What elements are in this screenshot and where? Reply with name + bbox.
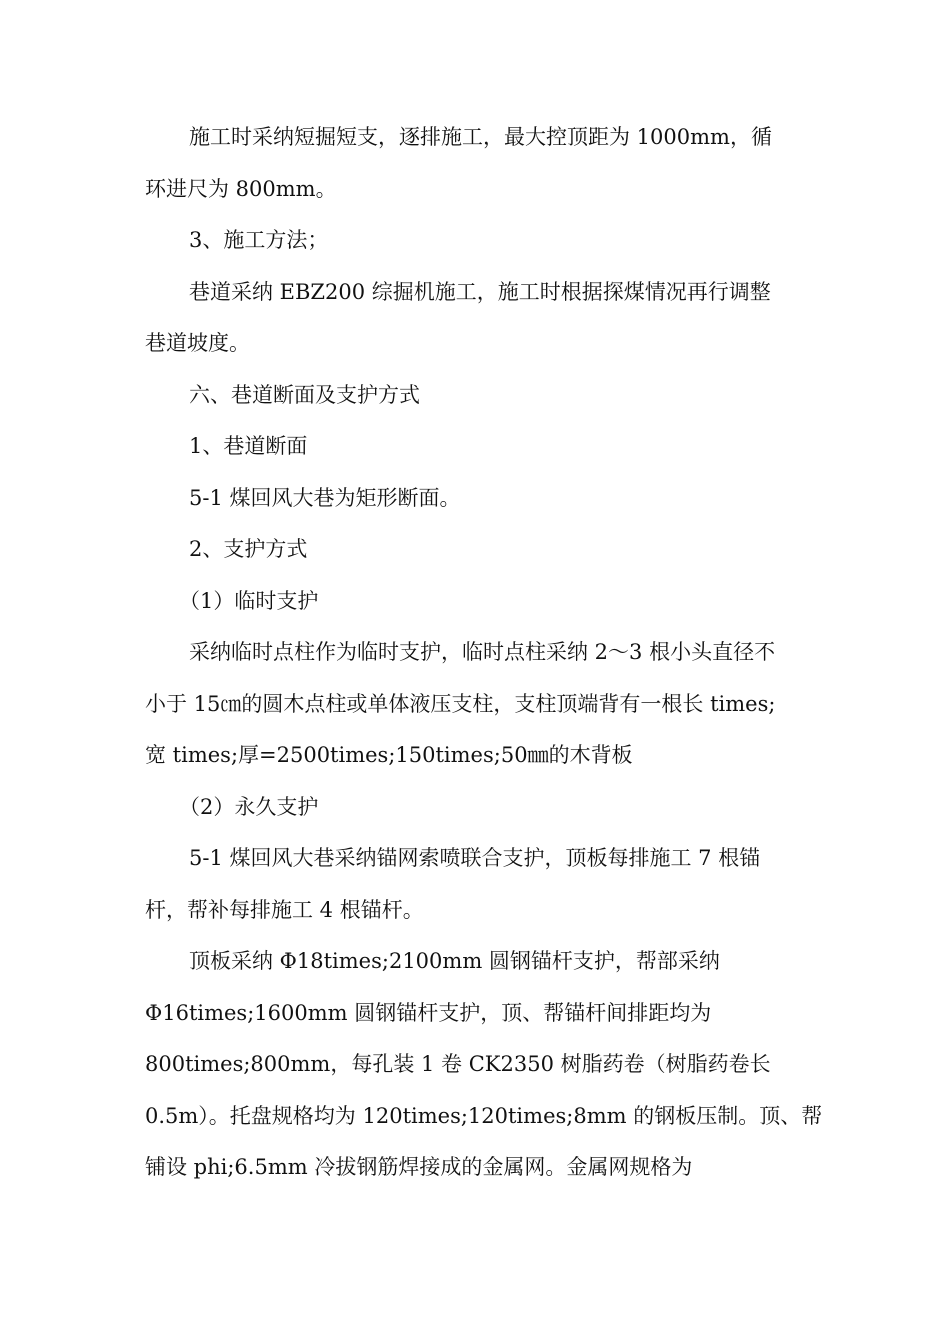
text-line: 巷道坡度。 [145, 331, 250, 355]
text-line: 宽 times;厚=2500times;150times;50㎜的木背板 [145, 743, 633, 767]
text-line: （2）永久支护 [179, 794, 319, 819]
text-line: 巷道采纳 EBZ200 综掘机施工，施工时根据探煤情况再行调整 [189, 279, 771, 304]
text-line: 1、巷道断面 [189, 434, 308, 458]
text-line: 5-1 煤回风大巷为矩形断面。 [189, 485, 461, 510]
text-line: Φ16times;1600mm 圆钢锚杆支护，顶、帮锚杆间排距均为 [145, 1000, 712, 1025]
document-body [145, 112, 823, 1194]
text-line: 0.5m）。托盘规格均为 120times;120times;8mm 的钢板压制。顶、帮 [145, 1103, 823, 1128]
text-line: （1）临时支护 [179, 588, 319, 613]
text-line: 六、巷道断面及支护方式 [189, 382, 420, 407]
text-line: 3、施工方法； [189, 228, 329, 252]
text-line: 小于 15㎝的圆木点柱或单体液压支柱，支柱顶端背有一根长 times; [145, 691, 776, 716]
text-line: 800times;800mm，每孔装 1 卷 CK2350 树脂药卷（树脂药卷长 [145, 1052, 771, 1076]
text-line: 5-1 煤回风大巷采纳锚网索喷联合支护，顶板每排施工 7 根锚 [189, 846, 761, 870]
text-line: 铺设 phi;6.5mm 冷拔钢筋焊接成的金属网。金属网规格为 [145, 1155, 693, 1179]
text-line: 采纳临时点柱作为临时支护，临时点柱采纳 2～3 根小头直径不 [189, 640, 776, 664]
text-line: 杆，帮补每排施工 4 根锚杆。 [145, 897, 424, 922]
text-line: 环进尺为 800mm。 [145, 176, 337, 201]
text-line: 2、支护方式 [189, 537, 308, 561]
text-line: 顶板采纳 Φ18times;2100mm 圆钢锚杆支护，帮部采纳 [189, 949, 720, 973]
text-line: 施工时采纳短掘短支，逐排施工，最大控顶距为 1000mm，循 [189, 125, 772, 149]
